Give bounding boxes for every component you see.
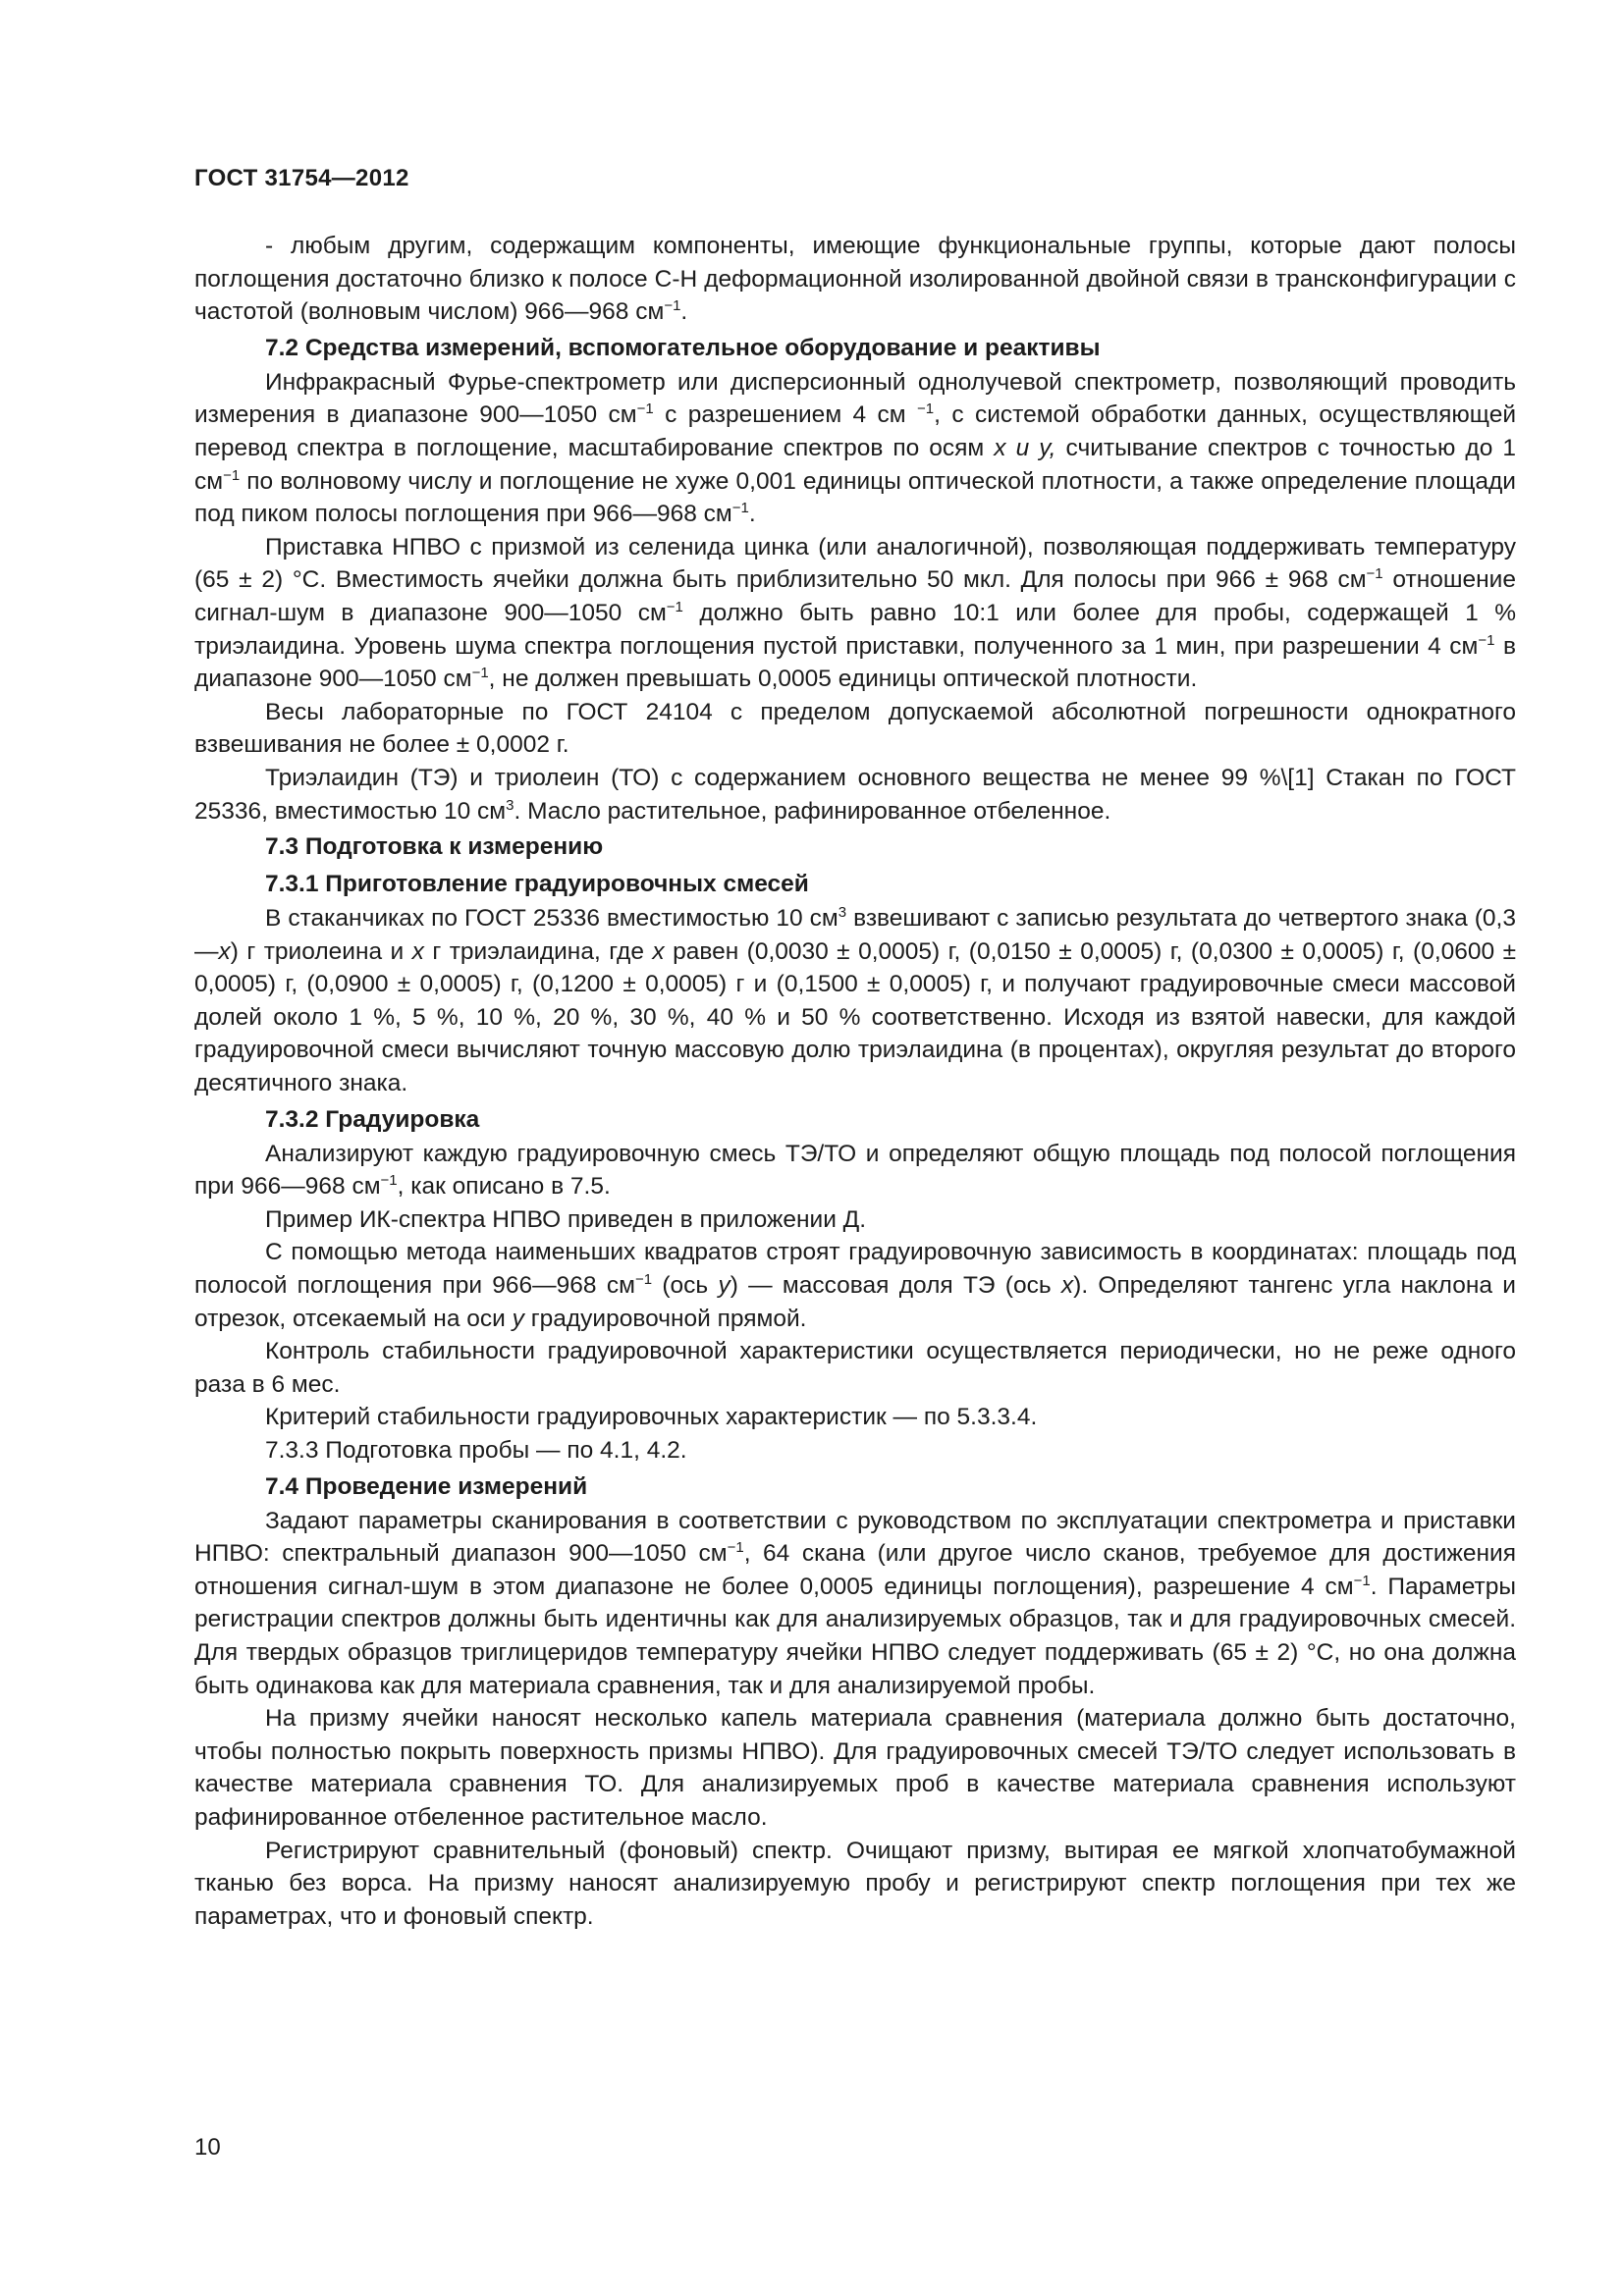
paragraph-stability-criterion: Критерий стабильности градуировочных характеристик — по 5.3.3.4. — [265, 1404, 1038, 1431]
page-number: 10 — [194, 2134, 221, 2161]
paragraph-scan-parameters: Задают параметры сканирования в соответствии с руководством по эксплуатации спектрометра и приставки НПВО: спектральный диапазон 900—1050 $см^{-1}$, 64 скана (или другое число сканов, требуемое для достижения отношения сигнал-шум в этом диапазоне не более 0,0005 единицы поглощения), разрешение 4 $см^{-1}$. Параметры регистрации спектров должны быть идентичны как для анализируемых образцов, так и для градуировочных смесей. Для твердых образцов триглицеридов температуру ячейки НПВО следует поддерживать (65 ± 2) °С, но она должна быть одинакова как для материала сравнения, так и для анализируемой пробы. — [194, 1507, 1516, 1699]
paragraph-least-squares: С помощью метода наименьших квадратов строят градуировочную зависимость в координатах: площадь под полосой поглощения при 966—968 $см^{-1}$ (ось y) — массовая доля ТЭ (ось x). Определяют тангенс угла наклона и отрезок, отсекаемый на оси y градуировочной прямой. — [194, 1239, 1516, 1332]
paragraph-sample-preparation: 7.3.3 Подготовка пробы — по 4.1, 4.2. — [265, 1437, 687, 1464]
document-header: ГОСТ 31754—2012 — [194, 165, 409, 191]
section-7-4-heading: 7.4 Проведение измерений — [265, 1472, 588, 1500]
paragraph-scales: Весы лабораторные по ГОСТ 24104 с пределом допускаемой абсолютной погрешности однократного взвешивания не более ± 0,0002 г. — [194, 698, 1516, 759]
paragraph-reagents: Триэлаидин (ТЭ) и триолеин (ТО) с содержанием основного вещества не менее 99 %\[1] Стакан по ГОСТ 25336, вместимостью 10 $см^3$. Масло растительное, рафинированное отбеленное. — [194, 764, 1516, 825]
paragraph-stability-control: Контроль стабильности градуировочной характеристики осуществляется периодически, но не реже одного раза в 6 мес. — [194, 1338, 1516, 1398]
paragraph-background-spectrum: Регистрируют сравнительный (фоновый) спектр. Очищают призму, вытирая ее мягкой хлопчатобумажной тканью без ворса. На призму наносят анализируемую пробу и регистрируют спектр поглощения при тех же параметрах, что и фоновый спектр. — [194, 1837, 1516, 1930]
page-content — [194, 230, 1516, 1933]
paragraph-analyze-mixtures: Анализируют каждую градуировочную смесь ТЭ/ТО и определяют общую площадь под полосой поглощения при 966—968 $см^{-1}$, как описано в 7.5. — [194, 1140, 1516, 1201]
paragraph-reference-material: На призму ячейки наносят несколько капель материала сравнения (материала должно быть достаточно, чтобы полностью покрыть поверхность призмы НПВО). Для градуировочных смесей ТЭ/ТО следует использовать в качестве материала сравнения ТО. Для анализируемых проб в качестве материала сравнения используют рафинированное отбеленное растительное масло. — [194, 1705, 1516, 1831]
section-7-2-heading: 7.2 Средства измерений, вспомогательное оборудование и реактивы — [265, 334, 1101, 361]
section-7-3-2-heading: 7.3.2 Градуировка — [265, 1105, 480, 1133]
paragraph-atr-accessory: Приставка НПВО с призмой из селенида цинка (или аналогичной), позволяющая поддерживать температуру (65 ± 2) °С. Вместимость ячейки должна быть приблизительно 50 мкл. Для полосы при 966 ± 968 $см^{-1}$ отношение сигнал-шум в диапазоне 900—1050 $см^{-1}$ должно быть равно 10:1 или более для пробы, содержащей 1 % триэлаидина. Уровень шума спектра поглощения пустой приставки, полученного за 1 мин, при разрешении 4 $см^{-1}$ в диапазоне 900—1050 $см^{-1}$, не должен превышать 0,0005 единицы оптической плотности. — [194, 533, 1516, 693]
section-7-3-heading: 7.3 Подготовка к измерению — [265, 833, 604, 861]
paragraph-spectrometer: Инфракрасный Фурье-спектрометр или дисперсионный однолучевой спектрометр, позволяющий проводить измерения в диапазоне 900—1050 $см^{-1}$ с разрешением 4 см $^{-1}$, с системой обработки данных, осуществляющей перевод спектра в поглощение, масштабирование спектров по осям x и y, считывание спектров с точностью до 1 $см^{-1}$ по волновому числу и поглощение не хуже 0,001 единицы оптической плотности, а также определение площади под пиком полосы поглощения при 966—968 $см^{-1}$. — [194, 368, 1517, 528]
paragraph-calibration-mixtures: В стаканчиках по ГОСТ 25336 вместимостью 10 $см^3$ взвешивают с записью результата до четвертого знака (0,3—x) г триолеина и x г триэлаидина, где x равен (0,0030 ± 0,0005) г, (0,0150 ± 0,0005) г, (0,0300 ± 0,0005) г, (0,0600 ± 0,0005) г, (0,0900 ± 0,0005) г, (0,1200 ± 0,0005) г и (0,1500 ± 0,0005) г, и получают градуировочные смеси массовой долей около 1 %, 5 %, 10 %, 20 %, 30 %, 40 % и 50 % соответственно. Исходя из взятой навески, для каждой градуировочной смеси вычисляют точную массовую долю триэлаидина (в процентах), округляя результат до второго десятичного знака. — [194, 903, 1517, 1097]
section-7-3-1-heading: 7.3.1 Приготовление градуировочных смесей — [265, 871, 809, 898]
paragraph-spectrum-example: Пример ИК-спектра НПВО приведен в приложении Д. — [265, 1205, 867, 1233]
paragraph-any-other: - любым другим, содержащим компоненты, имеющие функциональные группы, которые дают полосы поглощения достаточно близко к полосе С-Н деформационной изолированной двойной связи в трансконфигурации с частотой (волновым числом) 966—968 $см^{-1}$. — [194, 233, 1516, 326]
